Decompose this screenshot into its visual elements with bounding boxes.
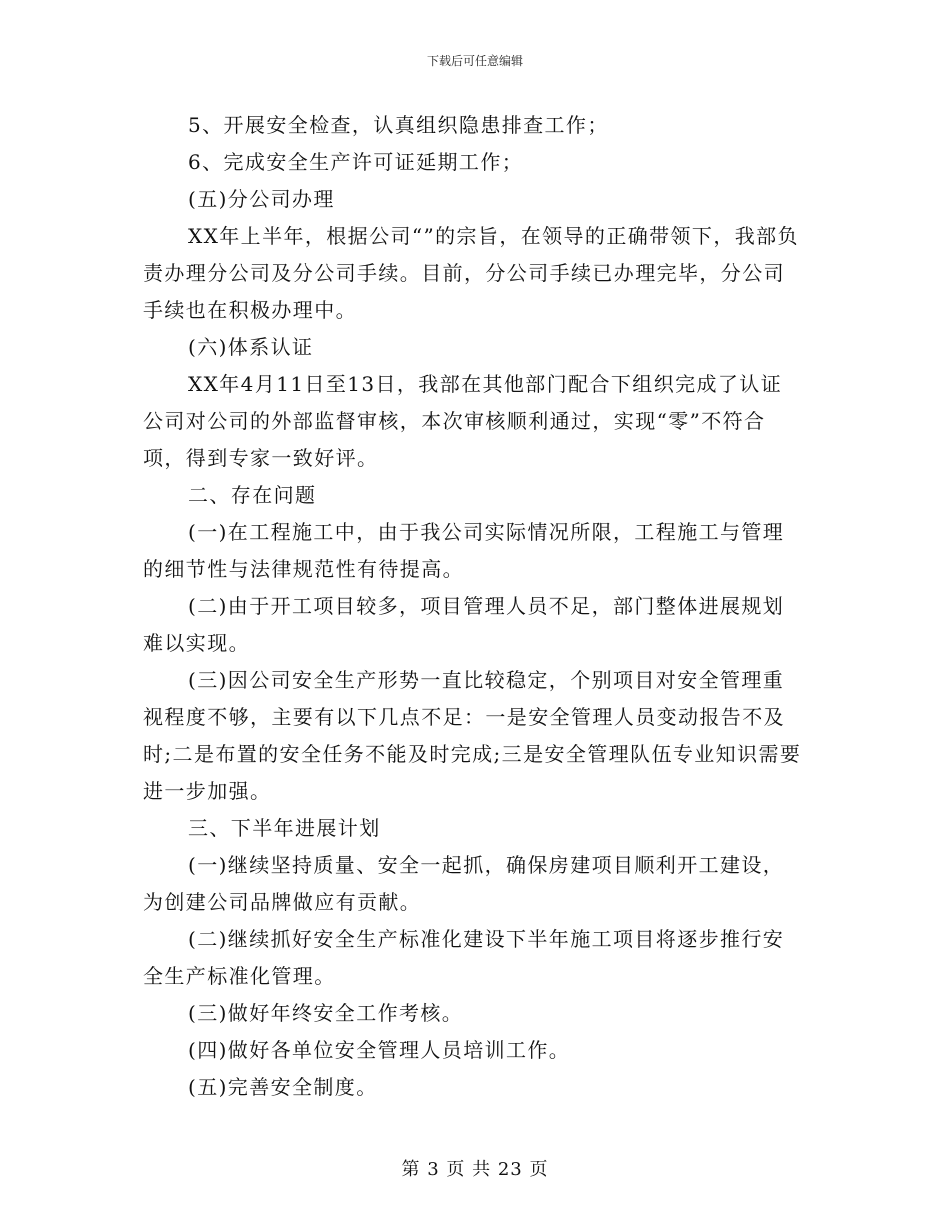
paragraph: XX年上半年，根据公司“”的宗旨，在领导的正确带领下，我部负责办理分公司及分公司手续。目前，分公司手续已办理完毕，分公司手续也在积极办理中。 (143, 224, 799, 322)
paragraph: (二)继续抓好安全生产标准化建设下半年施工项目将逐步推行安全生产标准化管理。 (143, 927, 785, 988)
paragraph: 5、开展安全检查，认真组织隐患排查工作； (188, 113, 609, 137)
section-heading: (五)分公司办理 (188, 187, 335, 211)
paragraph: (一)在工程施工中，由于我公司实际情况所限，工程施工与管理的细节性与法律规范性有待提高。 (143, 520, 785, 581)
paragraph: (三)做好年终安全工作考核。 (188, 1001, 464, 1025)
paragraph: (三)因公司安全生产形势一直比较稳定，个别项目对安全管理重视程度不够，主要有以下几点不足：一是安全管理人员变动报告不及时;二是布置的安全任务不能及时完成;三是安全管理队伍专业知识需要进一步加强。 (143, 668, 802, 803)
page-header: 下载后可任意编辑 (426, 54, 523, 68)
section-heading: (六)体系认证 (188, 335, 314, 359)
document-body (143, 107, 803, 1106)
page-footer: 第 3 页 共 23 页 (401, 1159, 549, 1180)
paragraph: (五)完善安全制度。 (188, 1075, 378, 1099)
paragraph: 6、完成安全生产许可证延期工作； (188, 150, 524, 174)
paragraph: XX年4月11日至13日，我部在其他部门配合下组织完成了认证公司对公司的外部监督审核，本次审核顺利通过，实现“零”不符合项，得到专家一致好评。 (143, 372, 783, 470)
paragraph: (一)继续坚持质量、安全一起抓，确保房建项目顺利开工建设，为创建公司品牌做应有贡献。 (143, 853, 785, 914)
section-heading: 二、存在问题 (188, 483, 317, 507)
paragraph: (二)由于开工项目较多，项目管理人员不足，部门整体进展规划难以实现。 (143, 594, 785, 655)
paragraph: (四)做好各单位安全管理人员培训工作。 (188, 1038, 571, 1062)
section-heading: 三、下半年进展计划 (188, 816, 381, 840)
